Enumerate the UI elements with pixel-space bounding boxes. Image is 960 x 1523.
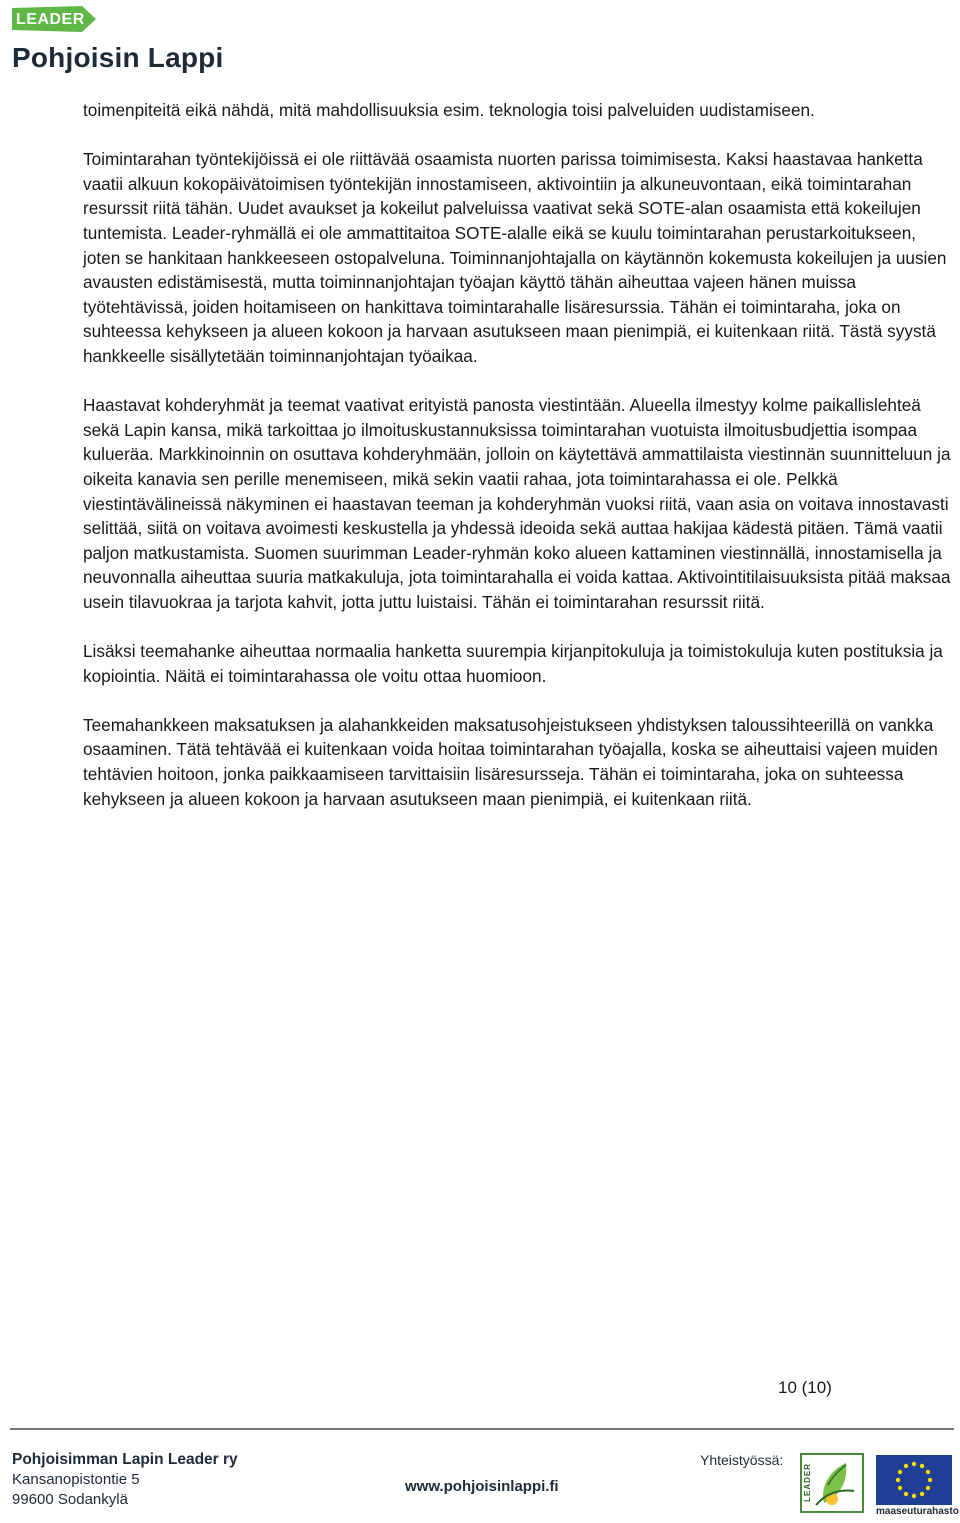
paragraph: Lisäksi teemahanke aiheuttaa normaalia hanketta suurempia kirjanpitokuluja ja toimistokuluja kuten postituksia ja kopiointia. Näitä ei toimintarahassa ole voitu ottaa huomioon. — [83, 641, 943, 686]
page-number: 10 (10) — [778, 1378, 832, 1397]
footer-address — [12, 1450, 238, 1510]
footer-website-link[interactable]: www.pohjoisinlappi.fi — [405, 1478, 559, 1495]
leader-logo — [800, 1453, 864, 1513]
brand-name: Pohjoisin Lappi — [12, 42, 224, 73]
footer-street: Kansanopistontie 5 — [12, 1471, 140, 1488]
document-body — [83, 98, 955, 836]
footer-divider — [10, 1428, 954, 1430]
paragraph: Teemahankkeen maksatuksen ja alahankkeiden maksatusohjeistukseen yhdistyksen taloussihteerillä on vankka osaaminen. Tätä tehtävää ei kuitenkaan voida hoitaa toimintarahan työajalla, koska se aiheuttaisi vajeen muiden tehtävien hoitoon, jonka paikkaamiseen tarvittaisiin lisäresursseja. Tähän ei toimintaraha, joka on suhteessa kehykseen ja alueen kokoon ja harvaan asutukseen maan pienimpiä, ei kuitenkaan riitä. — [83, 714, 938, 809]
badge-label: LEADER — [16, 11, 85, 28]
paragraph: toimenpiteitä eikä nähdä, mitä mahdollisuuksia esim. teknologia toisi palveluiden uudistamiseen. — [83, 100, 815, 120]
leader-logo-text: LEADER — [803, 1463, 812, 1502]
header — [12, 6, 312, 76]
leader-badge — [12, 6, 96, 32]
cooperation-label: Yhteistyössä: — [700, 1452, 784, 1468]
leaf-icon — [802, 1455, 862, 1511]
eu-caption: maaseuturahasto — [876, 1506, 959, 1517]
paragraph: Toimintarahan työntekijöissä ei ole riittävää osaamista nuorten parissa toimimisesta. Kaksi haastavaa hanketta vaatii alkuun kokopäivätoimisen työntekijän innostamiseen, aktivointiin ja alkuneuvontaan, eikä toimintarahan resurssit riitä tähän. Uudet avaukset ja kokeilut palveluissa vaativat sekä SOTE-alan osaamista että kokeilujen tuntemista. Leader-ryhmällä ei ole ammattitaitoa SOTE-alalle eikä se kuulu toimintarahan perustarkoitukseen, joten se hankitaan hankkeeseen ostopalveluna. Toiminnanjohtajalla on käytännön kokemusta kokeilujen ja uusien avausten edistämisestä, mutta toiminnanjohtajan työajan käyttö tähän aiheuttaa vajeen hänen muissa työtehtävissä, joiden hoitamiseen on hankittava toimintarahalle lisäresurssia. Tähän ei toimintaraha, joka on suhteessa kehykseen ja alueen kokoon ja harvaan asutukseen maan pienimpiä, ei kuitenkaan riitä. Tästä syystä hankkeelle sisällytetään toiminnanjohtajan työaikaa. — [83, 149, 947, 366]
footer-org-name: Pohjoisimman Lapin Leader ry — [12, 1451, 238, 1468]
footer-city: 99600 Sodankylä — [12, 1491, 128, 1508]
eu-stars-icon — [876, 1455, 952, 1505]
eu-flag-icon — [876, 1455, 952, 1505]
paragraph: Haastavat kohderyhmät ja teemat vaativat erityistä panosta viestintään. Alueella ilmestyy kolme paikallislehteä sekä Lapin kansa, mikä tarkoittaa jo ilmoituskustannuksissa toimintarahan vuotuista ilmoitusbudjettia isompaa kulueräa. Markkinoinnin on osuttava kohderyhmään, jolloin on käytettävä ammattilaista viestinnän suunnitteluun ja oikeita kanavia sen perille menemiseen, mikä sekin vaatii rahaa, jota toimintarahassa ei ole. Pelkkä viestintävälineissä näkyminen ei haastavan teeman ja kohderyhmän vuoksi riitä, vaan asia on voitava innostavasti selittää, siitä on voitava avoimesti keskustella ja yhdessä ideoida sekä auttaa hakijaa kädestä pitäen. Tämä vaatii paljon matkustamista. Suomen suurimman Leader-ryhmän koko alueen kattaminen viestinnällä, innostamisella ja neuvonnalla aiheuttaa suuria matkakuluja, jota toimintarahalla ei voida kattaa. Aktivointitilaisuuksista pitää maksaa usein tilavuokraa ja tarjota kahvit, jotta juttu luistaisi. Tähän ei toimintarahan resurssit riitä. — [83, 395, 951, 612]
